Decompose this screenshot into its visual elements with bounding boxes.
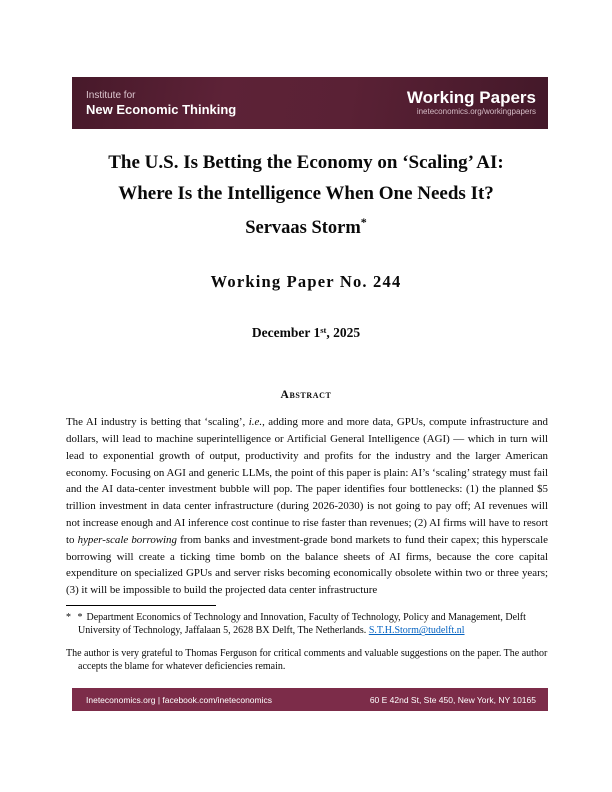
footnote-affiliation <box>66 611 548 638</box>
org-name-line2: New Economic Thinking <box>86 101 237 117</box>
date-suffix: , 2025 <box>326 325 361 341</box>
org-name-line1: Institute for <box>86 89 136 101</box>
abstract-text: The AI industry is betting that ‘scaling’, i.e., adding more and more data, GPUs, compute infrastructure and dollars, will lead to machine superintelligence or Artificial General Intelligence (AGI) — which in turn will lead to exponential growth of output, productivity and profits for the industry and the larger American economy. Focusing on AGI and generic LLMs, the point of this paper is plain: AI’s ‘scaling’ strategy must fail and the AI data-center investment bubble will pop. The paper identifies four bottlenecks: (1) the planned $5 trillion investment in data center infrastructure (during 2026-2030) is not going to pay off; AI revenues will not increase enough and AI inference cost continue to rise faster than revenues; (2) AI firms will have to resort to hyper-scale borrowing from banks and investment-grade bond markets to fund their capex; this hyperscale borrowing will create a ticking time bomb on the balance sheets of AI firms, because the core capital expenditure on specialized GPUs and server risks becoming economically obsolete within two or three years; (3) it will be impossible to build the projected data center infrastructure <box>66 416 549 597</box>
series-title: Working Papers <box>406 88 536 107</box>
footnote-separator-rule <box>66 605 216 606</box>
footer-address: 60 E 42nd St, Ste 450, New York, NY 10165 <box>369 694 536 705</box>
author-text: Servaas Storm <box>245 218 361 239</box>
paper-title-line2: Where Is the Intelligence When One Needs It? <box>118 183 494 204</box>
affiliation-text: Department Economics of Technology and Innovation, Faculty of Technology, Policy and Management, Delft University of Technology, Jaffalaan 5, 2628 BX Delft, The Netherlands. <box>78 611 526 637</box>
working-papers-block <box>407 89 536 117</box>
series-url: ineteconomics.org/workingpapers <box>416 107 536 116</box>
abstract-heading: Abstract <box>280 389 332 402</box>
author-footnote-marker: * <box>360 215 367 229</box>
footer-bar <box>72 688 548 711</box>
paper-title <box>0 147 612 209</box>
footer-links: Ineteconomics.org | facebook.com/ineteconomics <box>86 694 272 705</box>
date-ordinal-superscript: st <box>320 325 327 336</box>
email-link[interactable]: S.T.H.Storm@tudelft.nl <box>368 625 465 637</box>
paper-title-line1: The U.S. Is Betting the Economy on ‘Scaling’ AI: <box>108 152 504 173</box>
paper-number: Working Paper No. 244 <box>210 272 402 292</box>
footnote-marker: * * <box>66 611 85 623</box>
inet-banner <box>72 77 548 129</box>
footnote-acknowledgement: The author is very grateful to Thomas Ferguson for critical comments and valuable suggestions on the paper. The author accepts the blame for whatever deficiencies remain. <box>66 647 548 673</box>
author-name <box>0 215 612 239</box>
paper-date <box>0 325 612 341</box>
date-prefix: December 1 <box>251 325 321 341</box>
inet-logo <box>86 90 236 117</box>
